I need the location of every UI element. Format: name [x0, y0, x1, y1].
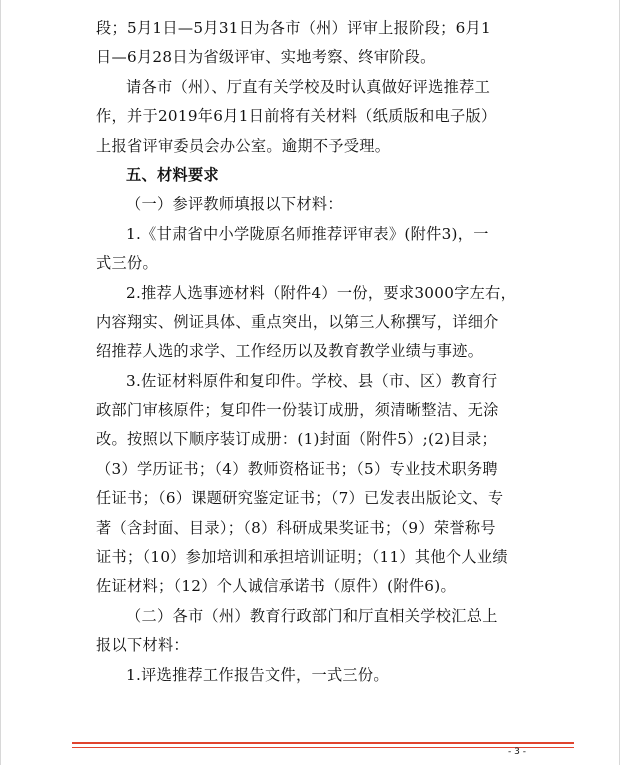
section-heading: 五、材料要求	[126, 165, 219, 184]
footer-rule-thick	[72, 742, 574, 744]
text-line: 改。按照以下顺序装订成册：(1)封面（附件5）;(2)目录；	[96, 430, 497, 449]
text-line: 段；5月1日—5月31日为各市（州）评审上报阶段；6月1	[96, 19, 491, 37]
text-line: 内容翔实、例证具体、重点突出，以第三人称撰写，详细介	[96, 312, 499, 331]
text-line: 式三份。	[96, 254, 158, 273]
text-line: 日—6月28日为省级评审、实地考察、终审阶段。	[96, 48, 436, 67]
page-number: - 3 -	[508, 747, 526, 757]
text-line: 证书；（10）参加培训和承担培训证明；（11）其他个人业绩	[96, 548, 508, 567]
text-line: 佐证材料；（12）个人诚信承诺书（原件）(附件6)。	[96, 577, 456, 596]
text-line: 1.《甘肃省中小学陇原名师推荐评审表》(附件3)，一	[126, 224, 489, 243]
text-line: 请各市（州）、厅直有关学校及时认真做好评选推荐工	[126, 77, 491, 96]
document-body	[96, 14, 528, 690]
text-line: 政部门审核原件；复印件一份装订成册，须清晰整洁、无涂	[96, 401, 499, 420]
page-left-border	[0, 0, 1, 765]
text-line: 任证书；（6）课题研究鉴定证书；（7）已发表出版论文、专	[96, 489, 504, 508]
text-line: 2.推荐人选事迹材料（附件4）一份，要求3000字左右，	[126, 283, 517, 302]
text-line: 3.佐证材料原件和复印件。学校、县（市、区）教育行	[126, 371, 498, 390]
subsection-heading: （二）各市（州）教育行政部门和厅直相关学校汇总上	[126, 606, 498, 625]
text-line: 著（含封面、目录）；（8）科研成果奖证书；（9）荣誉称号	[96, 518, 496, 537]
text-line: （3）学历证书；（4）教师资格证书；（5）专业技术职务聘	[96, 459, 498, 478]
footer-rule-thin	[72, 747, 574, 748]
text-line: 作，并于2019年6月1日前将有关材料（纸质版和电子版）	[96, 107, 497, 126]
text-line: 1.评选推荐工作报告文件，一式三份。	[126, 665, 389, 684]
text-line: 报以下材料：	[96, 636, 189, 655]
text-line: 绍推荐人选的求学、工作经历以及教育教学业绩与事迹。	[96, 342, 484, 361]
subsection-heading: （一）参评教师填报以下材料：	[126, 195, 343, 214]
text-line: 上报省评审委员会办公室。逾期不予受理。	[96, 136, 391, 155]
